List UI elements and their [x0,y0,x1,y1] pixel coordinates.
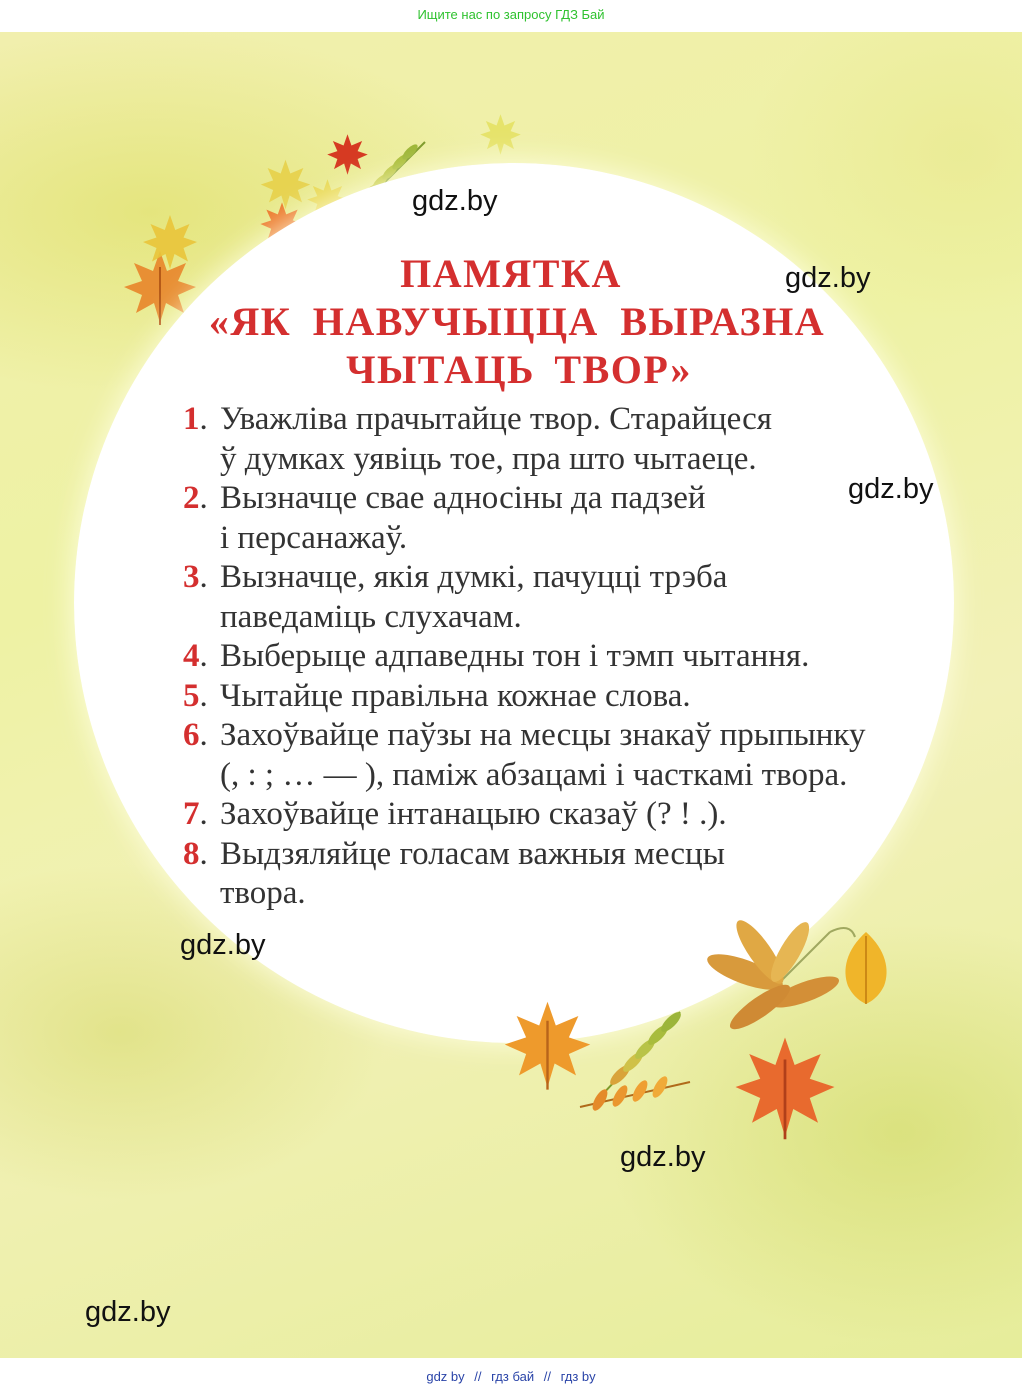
watermark-text: gdz.by [180,929,266,961]
watermark-text: gdz.by [412,185,498,217]
watermark-text: gdz.by [848,473,934,505]
memo-item-8: 8. Выдзяляйце голасам важныя месцы твора. [183,835,725,911]
top-banner [0,0,1022,32]
maple-leaf-yellow-icon [478,112,523,157]
memo-item-text: Вызначце, якія думкі, пачуцці трэба [220,559,728,595]
watermark-text: gdz.by [620,1141,706,1173]
footer-link-gdz-by-cyr[interactable]: гдз by [560,1369,596,1384]
textbook-page [0,32,1022,1358]
memo-item-4: 4. Выберыце адпаведны тон і тэмп чытання. [183,638,810,674]
memo-title-line3: ЧЫТАЦЬ ТВОР» [346,347,692,392]
memo-item-text: Захоўвайце паўзы на месцы знакаў прыпынку [220,717,866,753]
watermark-text: gdz.by [85,1296,171,1328]
chestnut-leaf-icon [690,917,860,1037]
memo-item-5: 5. Чытайце правільна кожнае слова. [183,677,691,714]
memo-item-text: Вызначце свае адносіны да падзей [220,480,706,516]
memo-item-text: Чытайце правільна кожнае слова. [220,677,691,714]
footer-separator: // [474,1369,482,1384]
watermark-text: gdz.by [785,262,871,294]
memo-item-number: 8 [183,835,200,872]
memo-item-number: 5 [183,677,200,714]
memo-item-text: (, : ; … — ), паміж абзацамі і часткамі твора. [220,756,848,793]
memo-item-text: паведаміць слухачам. [220,598,522,635]
birch-leaf-icon [840,930,892,1006]
memo-item-text: Выдзяляйце голасам важныя месцы [220,835,725,872]
memo-item-number: 4 [183,638,200,674]
footer-link-gdz-by[interactable]: gdz by [426,1369,465,1384]
memo-item-text: і персанажаў. [220,519,408,556]
memo-item-number: 1 [183,401,200,437]
memo-item-7: 7. Захоўвайце інтанацыю сказаў (? ! .). [183,796,727,832]
memo-item-text: Захоўвайце інтанацыю сказаў (? ! .). [220,796,727,832]
footer-separator: // [543,1369,551,1384]
memo-title-line2: «ЯК НАВУЧЫЦЦА ВЫРАЗНА [208,299,826,344]
footer-link-gdz-bai[interactable]: гдз бай [491,1369,535,1384]
memo-item-2: 2. Вызначце свае адносіны да падзей і персанажаў. [183,480,706,556]
bottom-banner [0,1358,1022,1395]
top-banner-text[interactable]: Ищите нас по запросу ГДЗ Бай [417,7,605,22]
memo-item-6: 6. Захоўвайце паўзы на месцы знакаў прыпынку (, : ; … — ), паміж абзацамі і часткамі твора. [183,717,866,793]
maple-leaf-red-icon [730,1032,840,1142]
rowan-leaf-icon [575,1062,695,1122]
memo-item-number: 3 [183,559,200,595]
memo-title-line1: ПАМЯТКА [400,251,622,296]
memo-item-number: 6 [183,717,200,753]
memo-list [183,400,943,914]
memo-item-text: Уважліва прачытайце твор. Старайцеся [220,401,772,437]
memo-item-3: 3. Вызначце, якія думкі, пачуцці трэба паведаміць слухачам. [183,559,728,635]
memo-item-number: 7 [183,796,200,832]
memo-item-text: ў думках уявіць тое, пра што чытаеце. [220,440,757,477]
memo-item-text: твора. [220,875,306,911]
memo-item-number: 2 [183,480,200,516]
memo-item-1: 1. Уважліва прачытайце твор. Старайцеся ў думках уявіць тое, пра што чытаеце. [183,401,772,477]
memo-item-text: Выберыце адпаведны тон і тэмп чытання. [220,638,810,674]
